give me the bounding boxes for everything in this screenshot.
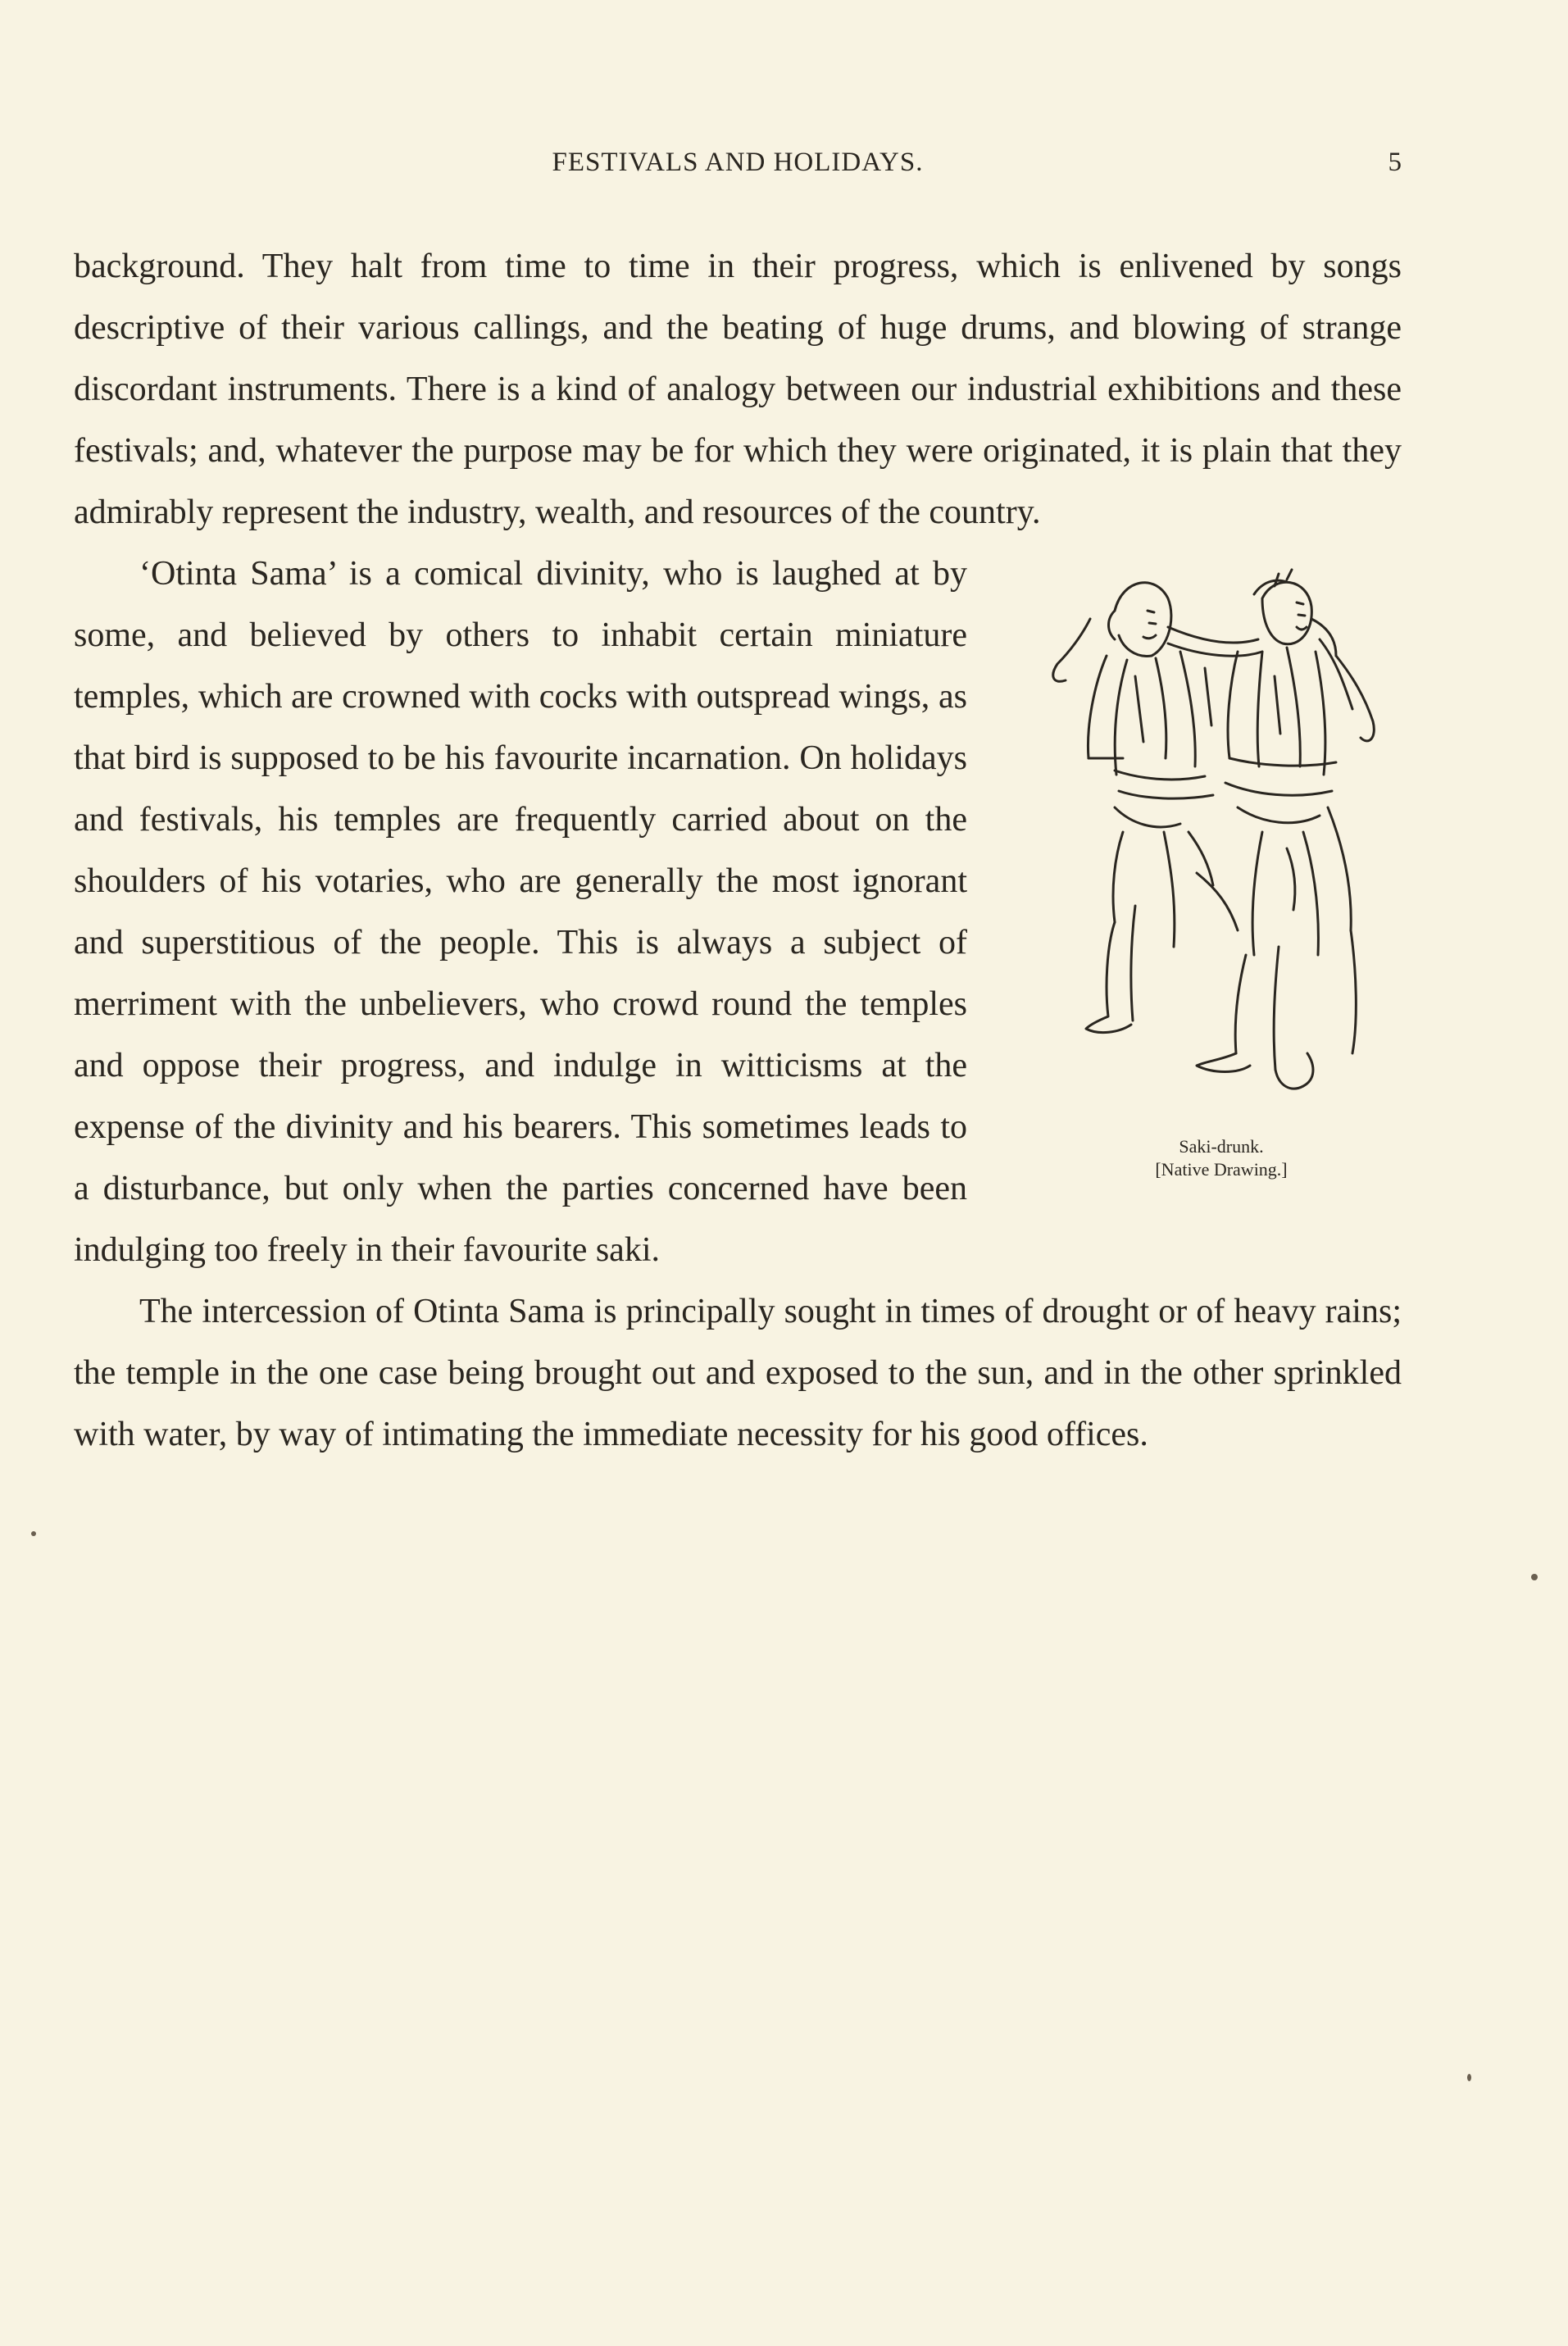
figure-saki-drunk <box>992 561 1434 1225</box>
paragraph-2: ‘Otinta Sama’ is a comical divinity, who is laughed at by some, and believed by others to inhabit certain miniature temples, which are crowned with cocks with outspread wings, as that bird is supposed to be his favourite incarnation. On holidays and festivals, his temples are frequently carried about on the shoulders of his votaries, who are generally the most ignorant and superstitious of the people. This is always a subject of merriment with the unbelievers, who crowd round the temples and oppose their progress, and indulge in witticisms at the expense of the divinity and his bearers. This sometimes leads to a disturbance, but only when the parties concerned have been indulging too freely in their favourite saki. <box>74 555 967 1269</box>
paragraph-1: background. They halt from time to time in their progress, which is enlivened by songs descriptive of their various callings, and the beating of huge drums, and blowing of strange discordant instruments. There is a kind of analogy between our industrial exhibitions and these festivals; and, whatever the purpose may be for which they were originated, it is plain that they admirably represent the industry, wealth, and resources of the country. <box>74 248 1402 531</box>
running-title: FESTIVALS AND HOLIDAYS. <box>552 148 924 177</box>
figure-caption <box>1041 1135 1402 1181</box>
two-drunk-men-illustration <box>992 561 1434 1135</box>
caption-title: Saki-drunk. <box>1179 1136 1264 1157</box>
paper-speck <box>31 1531 36 1536</box>
page-number: 5 <box>1388 148 1402 177</box>
running-head <box>74 148 1402 197</box>
body-text <box>74 236 1402 1466</box>
paper-speck <box>1531 1574 1538 1580</box>
caption-credit: [Native Drawing.] <box>1155 1159 1288 1180</box>
paragraph-3: The intercession of Otinta Sama is principally sought in times of drought or of heavy rains; the temple in the one case being brought out and exposed to the sun, and in the other sprinkled with water, by way of intimating the immediate necessity for his good offices. <box>74 1293 1402 1453</box>
paper-speck <box>1467 2074 1471 2081</box>
